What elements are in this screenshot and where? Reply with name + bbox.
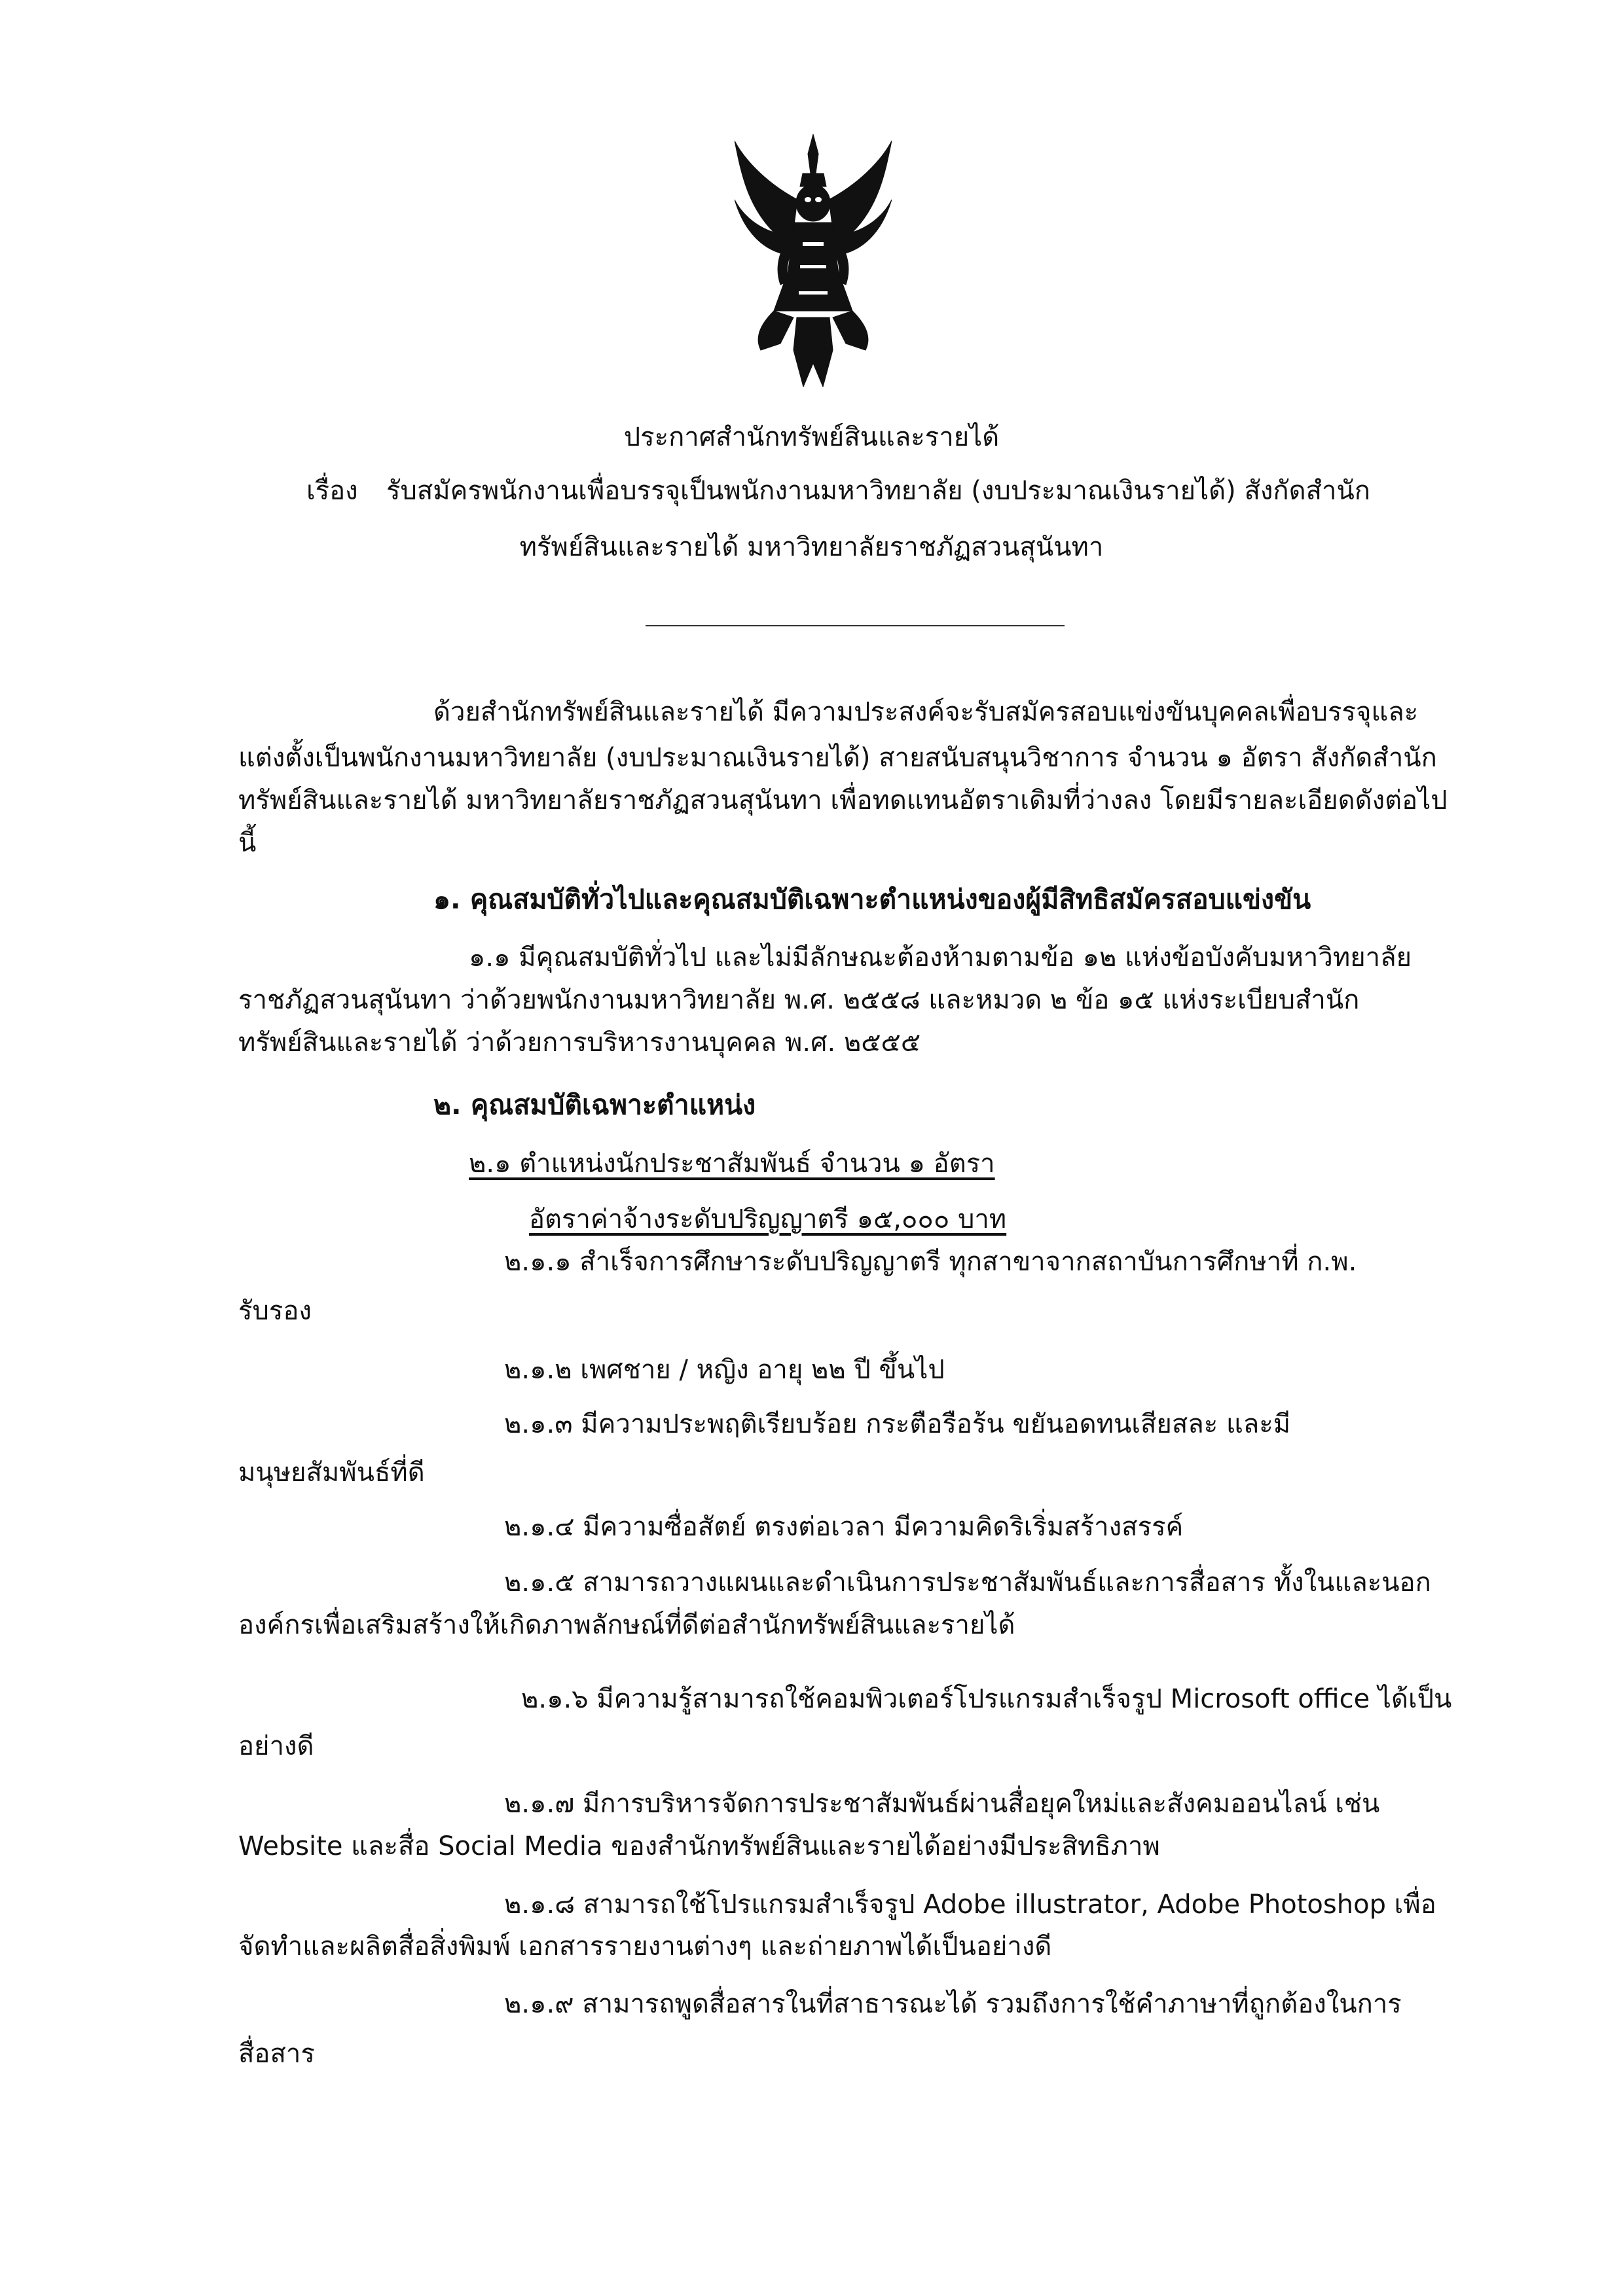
item-2-1-4: ๒.๑.๔ มีความซื่อสัตย์ ตรงต่อเวลา มีความคิดริเริ่มสร้างสรรค์ [504,1512,1184,1542]
item-2-1-5-line-1: ๒.๑.๕ สามารถวางแผนและดำเนินการประชาสัมพันธ์และการสื่อสาร ทั้งในและนอก [504,1568,1431,1598]
salary-line: อัตราค่าจ้างระดับปริญญาตรี ๑๕,๐๐๐ บาท [529,1204,1007,1234]
item-2-1-6-line-1: ๒.๑.๖ มีความรู้สามารถใช้คอมพิวเตอร์โปรแกรมสำเร็จรูป Microsoft office ได้เป็น [521,1684,1452,1714]
item-2-1-1-line-2: รับรอง [238,1296,312,1326]
item-2-1-9-line-1: ๒.๑.๙ สามารถพูดสื่อสารในที่สาธารณะได้ รวมถึงการใช้คำภาษาที่ถูกต้องในการ [504,1989,1402,2019]
item-1-1-line-2: ราชภัฏสวนสุนันทา ว่าด้วยพนักงานมหาวิทยาลัย พ.ศ. ๒๕๕๘ และหมวด ๒ ข้อ ๑๕ แห่งระเบียบสำนัก [238,985,1360,1015]
item-2-1-8-line-2: จัดทำและผลิตสื่อสิ่งพิมพ์ เอกสารรายงานต่างๆ และถ่ายภาพได้เป็นอย่างดี [238,1931,1052,1962]
subject-line-2: ทรัพย์สินและรายได้ มหาวิทยาลัยราชภัฏสวนสุนันทา [519,532,1104,562]
intro-line-4: นี้ [238,828,257,858]
announcement-title: ประกาศสำนักทรัพย์สินและรายได้ [623,422,1000,452]
intro-line-1: ด้วยสำนักทรัพย์สินและรายได้ มีความประสงค์จะรับสมัครสอบแข่งขันบุคคลเพื่อบรรจุและ [433,697,1419,727]
position-line: ๒.๑ ตำแหน่งนักประชาสัมพันธ์ จำนวน ๑ อัตรา [469,1149,995,1179]
item-2-1-7-line-1: ๒.๑.๗ มีการบริหารจัดการประชาสัมพันธ์ผ่านสื่อยุคใหม่และสังคมออนไลน์ เช่น [504,1789,1380,1819]
item-2-1-1-line-1: ๒.๑.๑ สำเร็จการศึกษาระดับปริญญาตรี ทุกสาขาจากสถาบันการศึกษาที่ ก.พ. [504,1247,1357,1277]
item-2-1-3-line-2: มนุษยสัมพันธ์ที่ดี [238,1458,425,1488]
item-2-1-8-line-1: ๒.๑.๘ สามารถใช้โปรแกรมสำเร็จรูป Adobe illustrator, Adobe Photoshop เพื่อ [504,1890,1436,1920]
header-divider [646,625,1065,626]
item-2-1-6-line-2: อย่างดี [238,1731,314,1761]
item-2-1-3-line-1: ๒.๑.๓ มีความประพฤติเรียบร้อย กระตือรือร้น ขยันอดทนเสียสละ และมี [504,1409,1291,1439]
section-1-heading: ๑. คุณสมบัติทั่วไปและคุณสมบัติเฉพาะตำแหน่งของผู้มีสิทธิสมัครสอบแข่งขัน [433,884,1311,915]
item-2-1-2: ๒.๑.๒ เพศชาย / หญิง อายุ ๒๒ ปี ขึ้นไป [504,1355,945,1385]
subject-label: เรื่อง [306,476,358,506]
item-1-1-line-3: ทรัพย์สินและรายได้ ว่าด้วยการบริหารงานบุคคล พ.ศ. ๒๕๕๕ [238,1028,921,1058]
subject-line-1: รับสมัครพนักงานเพื่อบรรจุเป็นพนักงานมหาวิทยาลัย (งบประมาณเงินรายได้) สังกัดสำนัก [386,476,1371,506]
intro-line-3: ทรัพย์สินและรายได้ มหาวิทยาลัยราชภัฏสวนสุนันทา เพื่อทดแทนอัตราเดิมที่ว่างลง โดยมีรายละเอียดดังต่อไป [238,785,1448,816]
garuda-emblem-icon [735,134,892,387]
section-2-heading: ๒. คุณสมบัติเฉพาะตำแหน่ง [433,1089,756,1121]
intro-line-2: แต่งตั้งเป็นพนักงานมหาวิทยาลัย (งบประมาณเงินรายได้) สายสนับสนุนวิชาการ จำนวน ๑ อัตรา สังกัดสำนัก [238,743,1437,773]
item-2-1-9-line-2: สื่อสาร [238,2039,315,2069]
item-2-1-7-line-2: Website และสื่อ Social Media ของสำนักทรัพย์สินและรายได้อย่างมีประสิทธิภาพ [238,1831,1160,1861]
item-2-1-5-line-2: องค์กรเพื่อเสริมสร้างให้เกิดภาพลักษณ์ที่ดีต่อสำนักทรัพย์สินและรายได้ [238,1610,1015,1640]
item-1-1-line-1: ๑.๑ มีคุณสมบัติทั่วไป และไม่มีลักษณะต้องห้ามตามข้อ ๑๒ แห่งข้อบังคับมหาวิทยาลัย [469,942,1412,973]
